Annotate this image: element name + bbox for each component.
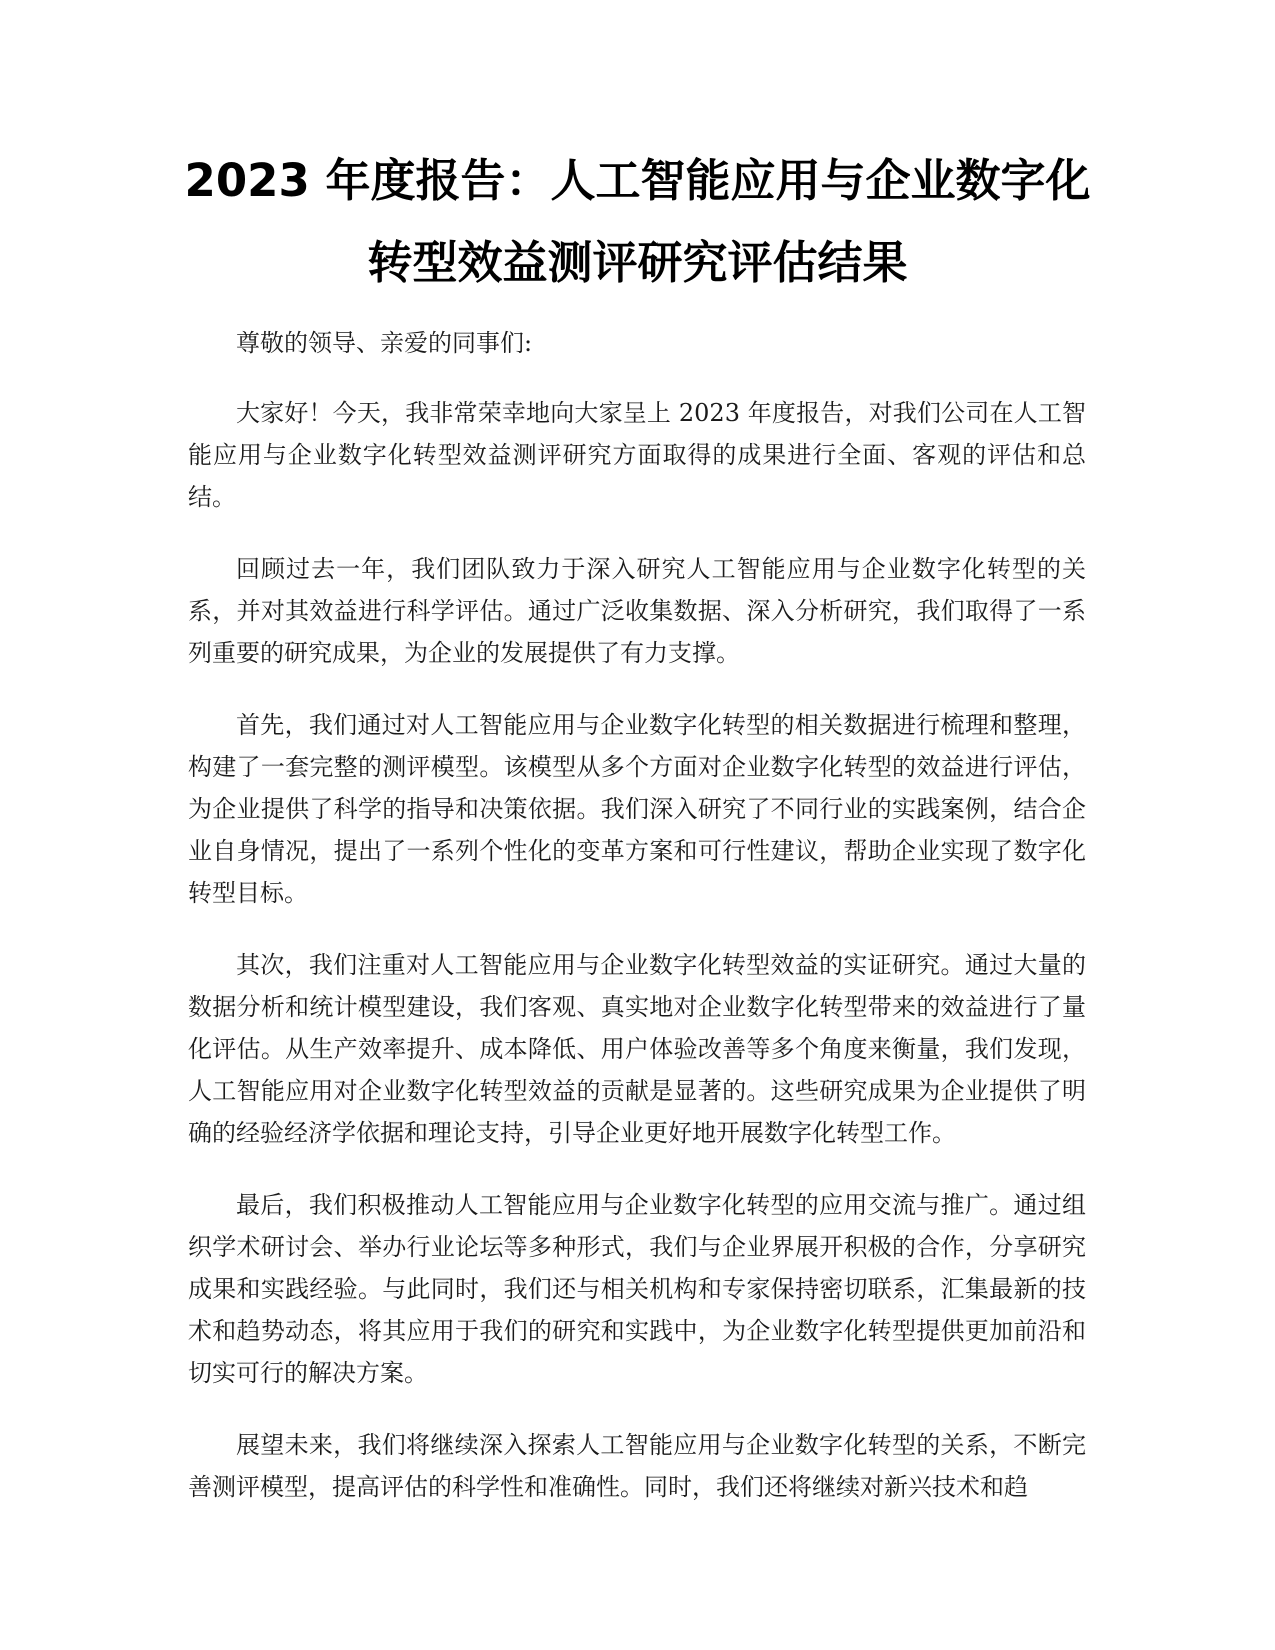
document-body (188, 322, 1086, 1538)
greeting-paragraph: 尊敬的领导、亲爱的同事们: (236, 329, 533, 357)
paragraph-intro: 大家好！今天，我非常荣幸地向大家呈上 2023 年度报告，对我们公司在人工智能应用与企业数字化转型效益测评研究方面取得的成果进行全面、客观的评估和总结。 (188, 399, 1086, 511)
title-line-2: 转型效益测评研究评估结果 (367, 236, 908, 289)
paragraph-first: 首先，我们通过对人工智能应用与企业数字化转型的相关数据进行梳理和整理，构建了一套完整的测评模型。该模型从多个方面对企业数字化转型的效益进行评估，为企业提供了科学的指导和决策依据。我们深入研究了不同行业的实践案例，结合企业自身情况，提出了一系列个性化的变革方案和可行性建议，帮助企业实现了数字化转型目标。 (188, 711, 1086, 907)
paragraph-finally: 最后，我们积极推动人工智能应用与企业数字化转型的应用交流与推广。通过组织学术研讨会、举办行业论坛等多种形式，我们与企业界展开积极的合作，分享研究成果和实践经验。与此同时，我们还与相关机构和专家保持密切联系，汇集最新的技术和趋势动态，将其应用于我们的研究和实践中，为企业数字化转型提供更加前沿和切实可行的解决方案。 (188, 1191, 1086, 1387)
paragraph-outlook: 展望未来，我们将继续深入探索人工智能应用与企业数字化转型的关系，不断完善测评模型，提高评估的科学性和准确性。同时，我们还将继续对新兴技术和趋 (188, 1431, 1086, 1501)
document-title (150, 140, 1125, 304)
paragraph-review: 回顾过去一年，我们团队致力于深入研究人工智能应用与企业数字化转型的关系，并对其效益进行科学评估。通过广泛收集数据、深入分析研究，我们取得了一系列重要的研究成果，为企业的发展提供了有力支撑。 (188, 555, 1086, 667)
title-line-1: 2023 年度报告：人工智能应用与企业数字化 (184, 154, 1091, 207)
paragraph-second: 其次，我们注重对人工智能应用与企业数字化转型效益的实证研究。通过大量的数据分析和统计模型建设，我们客观、真实地对企业数字化转型带来的效益进行了量化评估。从生产效率提升、成本降低、用户体验改善等多个角度来衡量，我们发现，人工智能应用对企业数字化转型效益的贡献是显著的。这些研究成果为企业提供了明确的经验经济学依据和理论支持，引导企业更好地开展数字化转型工作。 (188, 951, 1086, 1147)
